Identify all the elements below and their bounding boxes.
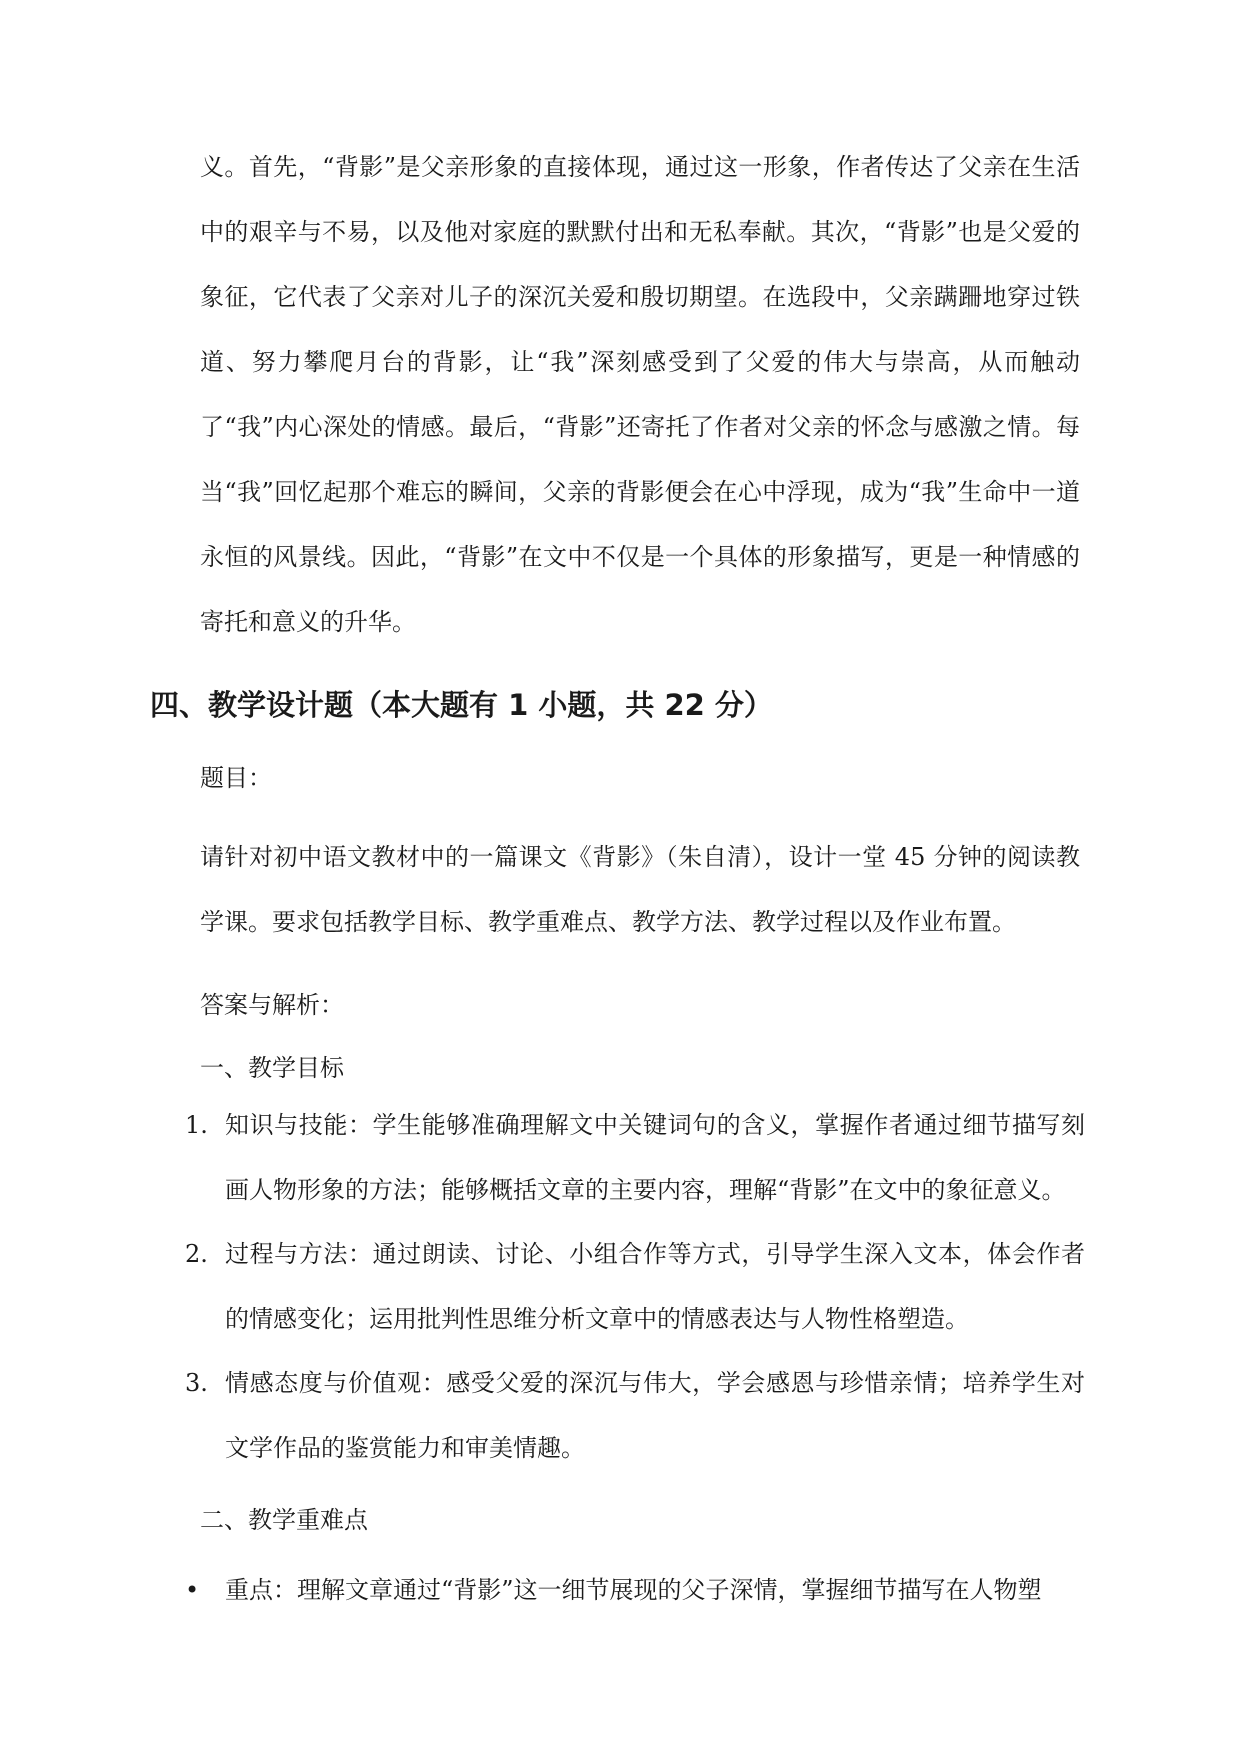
intro-paragraph: 义。首先，“背影”是父亲形象的直接体现，通过这一形象，作者传达了父亲在生活中的艰辛与不易，以及他对家庭的默默付出和无私奉献。其次，“背影”也是父爱的象征，它代表了父亲对儿子的深沉关爱和殷切期望。在选段中，父亲蹒跚地穿过铁道、努力攀爬月台的背影，让“我”深刻感受到了父爱的伟大与崇高，从而触动了“我”内心深处的情感。最后，“背影”还寄托了作者对父亲的怀念与感激之情。每当“我”回忆起那个难忘的瞬间，父亲的背影便会在心中浮现，成为“我”生命中一道永恒的风景线。因此，“背影”在文中不仅是一个具体的形象描写，更是一种情感的寄托和意义的升华。	[200, 153, 1080, 636]
question-text: 请针对初中语文教材中的一篇课文《背影》（朱自清），设计一堂 45 分钟的阅读教学课。要求包括教学目标、教学重难点、教学方法、教学过程以及作业布置。	[200, 843, 1080, 936]
list-marker: 2.	[185, 1240, 208, 1268]
list-item	[185, 1093, 1085, 1223]
difficulty-heading: 二、教学重难点	[200, 1506, 368, 1534]
bullet-item	[185, 1558, 1085, 1623]
list-item-text: 过程与方法：通过朗读、讨论、小组合作等方式，引导学生深入文本，体会作者的情感变化；运用批判性思维分析文章中的情感表达与人物性格塑造。	[225, 1240, 1085, 1333]
answer-label: 答案与解析：	[200, 991, 344, 1019]
bullet-marker: •	[185, 1576, 200, 1604]
question-label: 题目：	[200, 764, 272, 792]
list-marker: 3.	[185, 1369, 208, 1397]
list-item	[185, 1222, 1085, 1352]
list-item	[185, 1351, 1085, 1481]
list-marker: 1.	[185, 1111, 208, 1139]
bullet-item-text: 重点：理解文章通过“背影”这一细节展现的父子深情，掌握细节描写在人物塑	[225, 1576, 1042, 1604]
goals-heading: 一、教学目标	[200, 1054, 344, 1082]
section-heading: 四、教学设计题（本大题有 1 小题，共 22 分）	[150, 688, 773, 722]
list-item-text: 情感态度与价值观：感受父爱的深沉与伟大，学会感恩与珍惜亲情；培养学生对文学作品的鉴赏能力和审美情趣。	[225, 1369, 1085, 1462]
list-item-text: 知识与技能：学生能够准确理解文中关键词句的含义，掌握作者通过细节描写刻画人物形象的方法；能够概括文章的主要内容，理解“背影”在文中的象征意义。	[225, 1111, 1085, 1204]
